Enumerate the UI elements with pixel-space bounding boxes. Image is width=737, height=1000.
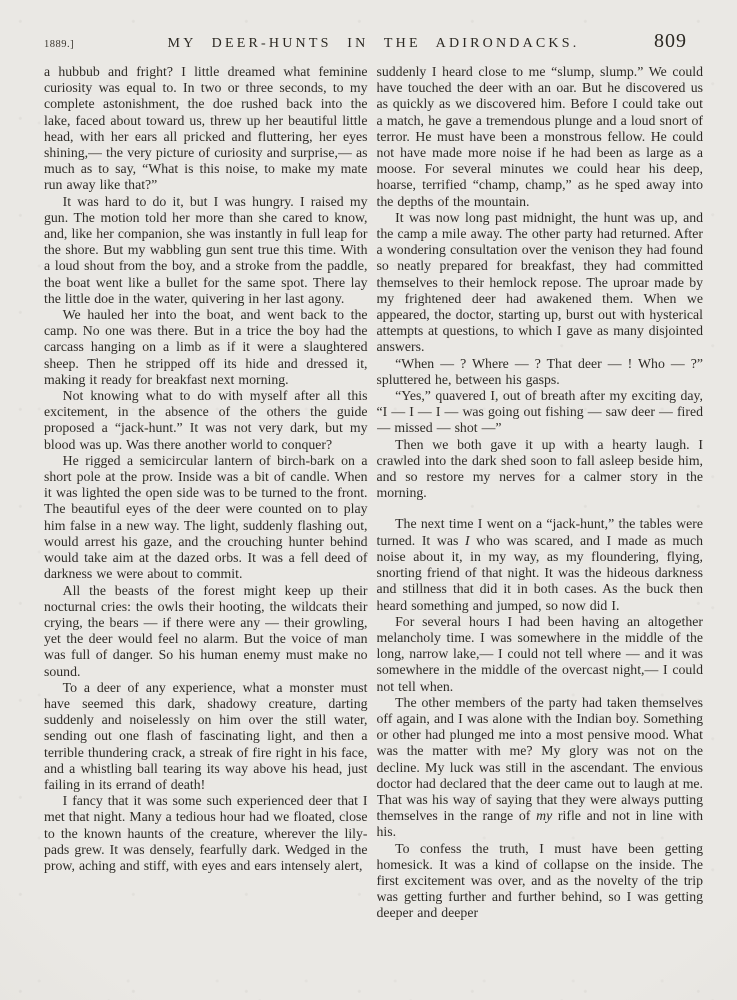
paragraph: I fancy that it was some such experienced deer that I met that night. Many a tedious hour had we floated, close to the known haunts of the creature, wherever the lily-pads grew. It was densely, fearfully dark. Wedged in the prow, aching and stiff, with eyes and ears intensely alert, — [44, 793, 368, 873]
text-columns — [44, 64, 703, 994]
paragraph: Not knowing what to do with myself after all this excitement, in the absence of the others the guide proposed a “jack-hunt.” It was not very dark, but my blood was up. Was there another world to conquer? — [44, 388, 368, 452]
paragraph: a hubbub and fright? I little dreamed what feminine curiosity was equal to. In two or three seconds, to my complete astonishment, the doe rushed back into the lake, faced about toward us, threw up her beautiful little head, with her ears all pricked and fluttering, her eyes shining,— the very picture of curiosity and surprise,— as much as to say, “What is this noise, to make my mate run away like that?” — [44, 64, 368, 193]
paragraph: It was now long past midnight, the hunt was up, and the camp a mile away. The other party had returned. After a wondering consultation over the venison they had found so neatly prepared for breakfast, they had committed themselves to their hemlock repose. The uproar made by my frightened deer had awakened them. When we appeared, the doctor, starting up, burst out with hysterical attempts at questions, to which I gave as many disjointed answers. — [376, 209, 703, 355]
paragraph: It was hard to do it, but I was hungry. I raised my gun. The motion told her more than she cared to know, and, like her companion, she was instantly in full leap for the shore. But my wabbling gun sent true this time. With a loud shout from the boy, and a stroke from the paddle, the boat went like a bullet for the same spot. There lay the little doe in the water, quivering in her last agony. — [44, 193, 368, 306]
page-title: MY DEER-HUNTS IN THE ADIRONDACKS. — [167, 36, 580, 51]
paragraph: All the beasts of the forest might keep up their nocturnal cries: the owls their hooting, the wildcats their crying, the bears — if there were any — their growling, yet the deer would feel no alarm. But the voice of man was full of danger. So his human enemy must make no sound. — [44, 582, 368, 679]
paragraph: For several hours I had been having an altogether melancholy time. I was somewhere in the middle of the long, narrow lake,— I could not tell where — and it was somewhere in the middle of the overcast night,— I could not tell when. — [376, 613, 703, 694]
paragraph: Then we both gave it up with a hearty laugh. I crawled into the dark shed soon to fall asleep beside him, and so restore my nerves for a calmer story in the morning. — [376, 436, 703, 501]
paragraph-text: who was scared, and I made as much noise about it, in my way, as my floundering, flying, snorting friend of that night. It was the hideous darkness and stillness that did it in both cases. As the buck then heard something and jumped, so now did I. — [376, 532, 703, 613]
italic-word: I — [464, 532, 470, 548]
paragraph: suddenly I heard close to me “slump, slump.” We could have touched the deer with an oar. But he discovered us as quickly as we discovered him. Before I could take out a match, he gave a tremendous plunge and a loud snort of terror. He must have been a monstrous fellow. He could not have made more noise if he had been as large as a moose. For several minutes we could hear his deep, hoarse, terrified “champ, champ,” as he sped away into the depths of the mountain. — [376, 64, 703, 209]
running-head — [44, 30, 703, 56]
paragraph: To confess the truth, I must have been getting homesick. It was a kind of collapse on the inside. The first excitement was over, and as the novelty of the trip was getting further and further behind, so I was getting deeper and deeper — [376, 840, 703, 921]
paragraph: We hauled her into the boat, and went back to the camp. No one was there. But in a trice the boy had the carcass hanging on a limb as if it were a slaughtered sheep. Then he stripped off its hide and dressed it, making it ready for breakfast next morning. — [44, 307, 368, 387]
left-column — [44, 64, 368, 994]
paragraph-text: The other members of the party had taken themselves off again, and I was alone with the Indian boy. Something or other had plunged me into a most pensive mood. What was the matter with me? My glory was not on the decline. My luck was still in the ascendant. The envious doctor had declared that the deer came out to laugh at me. That was his way of saying that they were always putting themselves in the range of — [376, 694, 703, 824]
right-column — [377, 64, 704, 994]
italic-word: my — [536, 808, 553, 824]
header-date: 1889.] — [44, 39, 75, 50]
paragraph-text: rifle and not in line with his. — [376, 808, 703, 840]
paragraph: “Yes,” quavered I, out of breath after my exciting day, “I — I — I — was going out fishing — saw deer — fired — missed — shot —” — [376, 388, 703, 436]
paragraph: To a deer of any experience, what a monster must have seemed this dark, shadowy creature, darting suddenly and noiselessly on him over the still water, sending out one flash of fascinating light, and then a terrible thundering crack, a streak of fire right in his face, and a whistling ball tearing its way above his head, just failing in its errand of death! — [44, 679, 368, 792]
paragraph: He rigged a semicircular lantern of birch-bark on a short pole at the prow. Inside was a bit of candle. When it was lighted the open side was to be turned to the front. The beautiful eyes of the deer were counted on to play him false in a new way. The light, suddenly flashing out, would arrest his gaze, and the crouching hunter behind would take aim at the dazed orbs. It was a fell deed of darkness we were about to commit. — [44, 452, 368, 582]
paragraph: “When — ? Where — ? That deer — ! Who — ?” spluttered he, between his gasps. — [376, 355, 703, 387]
page-number: 809 — [654, 30, 687, 52]
paragraph — [377, 516, 704, 613]
paragraph — [377, 695, 704, 841]
paragraph-text: The next time I went on a “jack-hunt,” the tables were turned. It was — [376, 516, 703, 548]
